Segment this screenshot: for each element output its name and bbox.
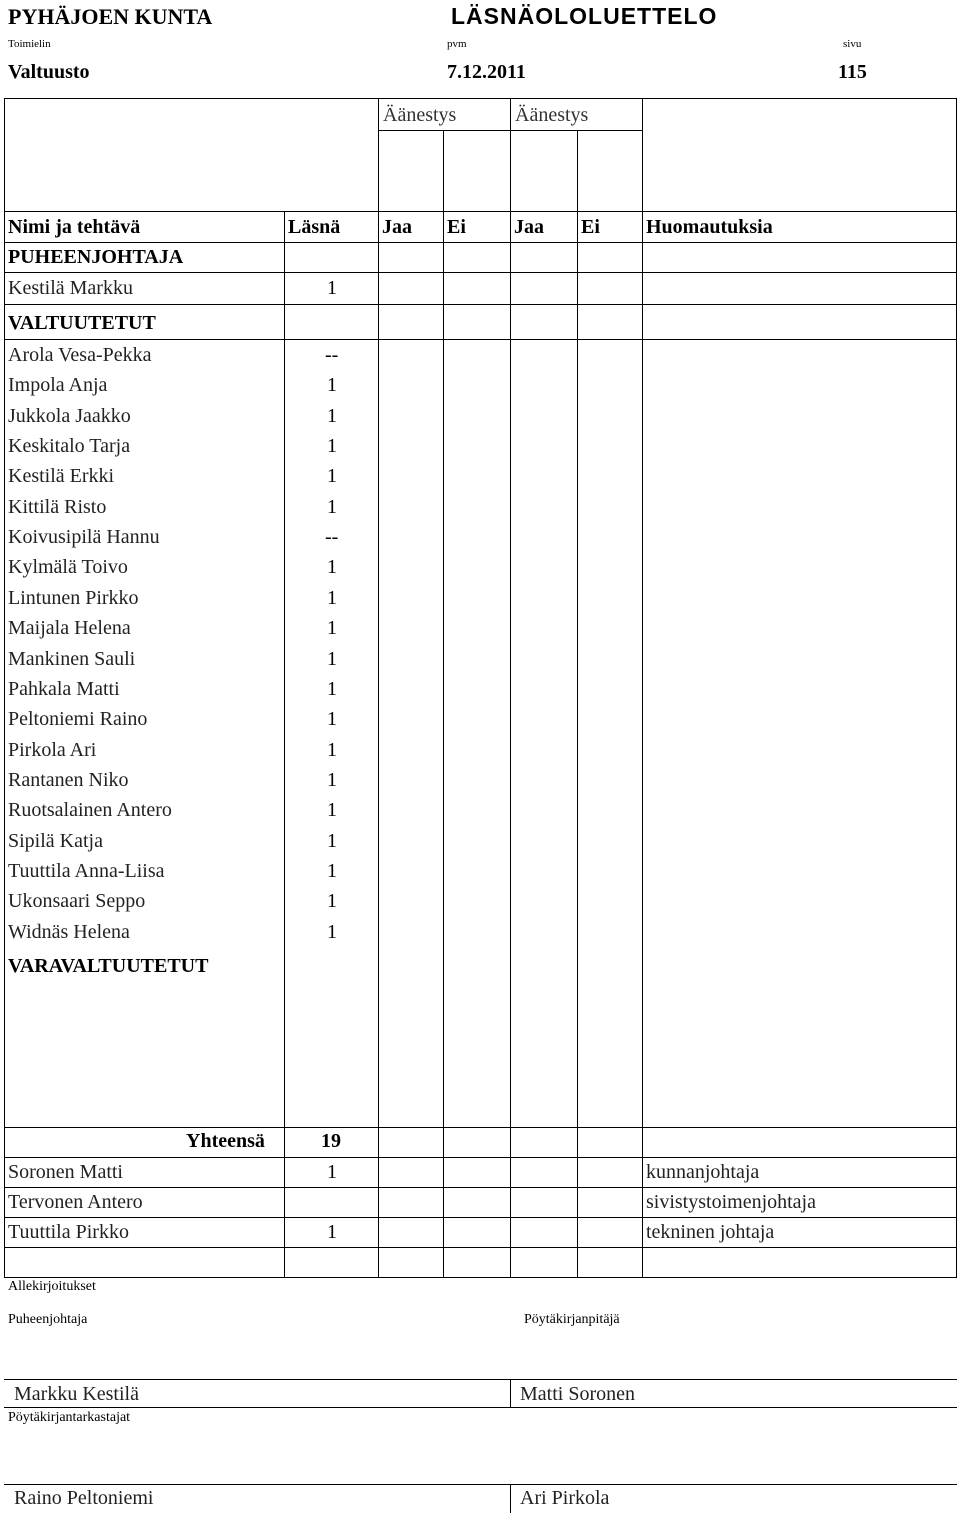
chair-signature-label: Puheenjohtaja [8,1312,88,1327]
col-notes-header: Huomautuksia [646,216,773,238]
official-name: Soronen Matti [8,1161,123,1183]
col-yes2-header: Jaa [514,216,544,238]
date-value: 7.12.2011 [447,61,526,83]
councillor-name: Rantanen Niko [8,769,129,791]
official-note: tekninen johtaja [646,1221,775,1243]
councillor-name: Peltoniemi Raino [8,708,148,730]
councillor-name: Widnäs Helena [8,921,130,943]
reviewer-2-signature-name: Ari Pirkola [520,1487,610,1509]
section-councillors: VALTUUTETUT [8,312,156,334]
section-deputies: VARAVALTUUTETUT [8,955,209,977]
councillor-name: Pahkala Matti [8,678,120,700]
councillor-name: Impola Anja [8,374,108,396]
official-note: kunnanjohtaja [646,1161,760,1183]
reviewers-label: Pöytäkirjantarkastajat [8,1410,131,1425]
councillor-name: Lintunen Pirkko [8,587,139,609]
councillor-name: Koivusipilä Hannu [8,526,160,548]
councillor-present: 1 [327,556,337,578]
councillor-present: 1 [327,799,337,821]
col-present-header: Läsnä [288,216,341,238]
chair-signature-name: Markku Kestilä [14,1383,139,1405]
councillor-present: 1 [327,405,337,427]
councillor-name: Keskitalo Tarja [8,435,131,457]
col-no1-header: Ei [447,216,466,238]
councillor-present: 1 [327,708,337,730]
councillor-name: Kestilä Erkki [8,465,115,487]
councillor-name: Ukonsaari Seppo [8,890,146,912]
councillor-present: 1 [327,465,337,487]
chair-present: 1 [327,277,337,299]
vote-header-2: Äänestys [515,104,589,126]
total-label: Yhteensä [186,1130,265,1152]
official-name: Tervonen Antero [8,1191,143,1213]
councillor-present: 1 [327,496,337,518]
official-present: 1 [327,1221,337,1243]
signatures-label: Allekirjoitukset [8,1279,96,1294]
chair-name: Kestilä Markku [8,277,133,299]
official-note: sivistystoimenjohtaja [646,1191,816,1213]
councillor-present: 1 [327,860,337,882]
councillor-present: 1 [327,435,337,457]
secretary-signature-label: Pöytäkirjanpitäjä [524,1312,620,1327]
page-value: 115 [838,61,867,83]
col-name-header: Nimi ja tehtävä [8,216,141,238]
councillor-present: -- [325,526,339,548]
document-title: LÄSNÄOLOLUETTELO [451,3,718,29]
organization-name: PYHÄJOEN KUNTA [8,4,213,29]
date-label: pvm [447,38,467,50]
councillor-name: Maijala Helena [8,617,131,639]
councillor-present: 1 [327,769,337,791]
councillor-name: Jukkola Jaakko [8,405,131,427]
councillor-name: Ruotsalainen Antero [8,799,172,821]
secretary-signature-name: Matti Soronen [520,1383,635,1405]
councillor-name: Tuuttila Anna-Liisa [8,860,165,882]
councillor-present: -- [325,344,339,366]
councillor-name: Kittilä Risto [8,496,107,518]
councillor-present: 1 [327,648,337,670]
councillor-name: Sipilä Katja [8,830,103,852]
councillor-present: 1 [327,587,337,609]
official-present: 1 [327,1161,337,1183]
page-label: sivu [843,38,862,50]
councillor-present: 1 [327,830,337,852]
councillor-name: Arola Vesa-Pekka [8,344,152,366]
councillor-present: 1 [327,739,337,761]
body-label: Toimielin [8,38,51,50]
total-value: 19 [321,1130,341,1152]
col-yes1-header: Jaa [382,216,412,238]
official-name: Tuuttila Pirkko [8,1221,129,1243]
councillor-name: Kylmälä Toivo [8,556,128,578]
councillor-present: 1 [327,374,337,396]
councillor-present: 1 [327,890,337,912]
body-value: Valtuusto [8,61,90,83]
councillor-name: Mankinen Sauli [8,648,136,670]
section-chair: PUHEENJOHTAJA [8,246,184,268]
col-no2-header: Ei [581,216,600,238]
vote-header-1: Äänestys [383,104,457,126]
councillor-name: Pirkola Ari [8,739,97,761]
councillor-present: 1 [327,678,337,700]
councillor-present: 1 [327,921,337,943]
councillor-present: 1 [327,617,337,639]
reviewer-1-signature-name: Raino Peltoniemi [14,1487,154,1509]
